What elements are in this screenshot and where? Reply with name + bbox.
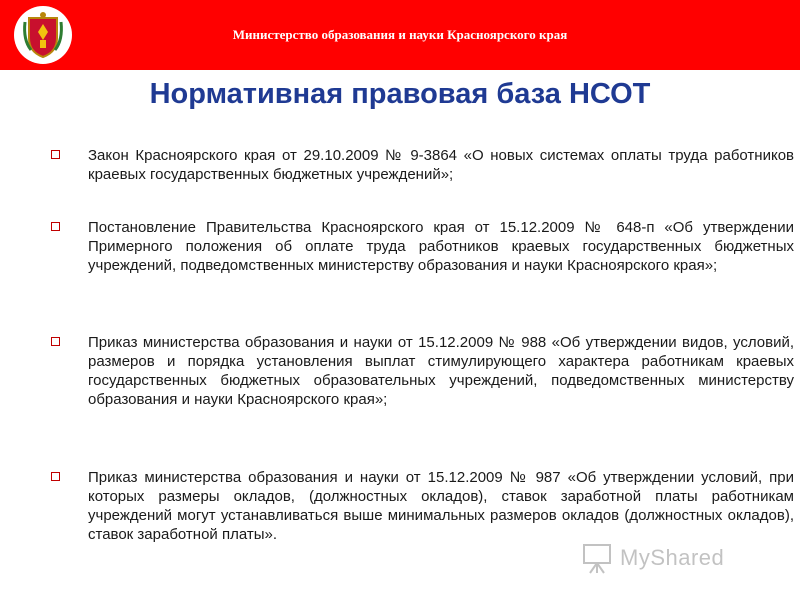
list-item [48, 218, 794, 275]
square-bullet-icon [51, 337, 60, 346]
square-bullet-icon [51, 150, 60, 159]
header-bar [0, 0, 800, 70]
list-item-text: Приказ министерства образования и науки от 15.12.2009 № 988 «Об утверждении видов, условий, размеров и порядка установления выплат стимулирующего характера работникам краевых государственных бюджетных образовательных учреждений, подведомственных министерству образования и науки Красноярского края»; [88, 334, 794, 408]
slide-title: Нормативная правовая база НСОТ [149, 78, 651, 110]
presentation-board-icon [580, 541, 614, 575]
list-item [48, 146, 794, 184]
watermark-text: MyShared [620, 545, 725, 570]
list-item-text: Приказ министерства образования и науки от 15.12.2009 № 987 «Об утверждении условий, при которых размеры окладов, (должностных окладов), ставок заработной платы работникам учреждений могут устанавливаться выше минимальных размеров окладов (должностных окладов), ставок заработной платы». [88, 469, 794, 543]
square-bullet-icon [51, 472, 60, 481]
list-item [48, 333, 794, 409]
watermark [580, 540, 780, 576]
ministry-title: Министерство образования и науки Красноярского края [232, 27, 568, 42]
square-bullet-icon [51, 222, 60, 231]
list-item-text: Закон Красноярского края от 29.10.2009 № 9-3864 «О новых системах оплаты труда работников краевых государственных бюджетных учреждений»; [88, 147, 794, 183]
list-item [48, 468, 794, 544]
list-item-text: Постановление Правительства Красноярского края от 15.12.2009 № 648-п «Об утверждении Примерного положения об оплате труда работников краевых государственных бюджетных учреждений, подведомственных министерству образования и науки Красноярского края»; [88, 219, 794, 274]
